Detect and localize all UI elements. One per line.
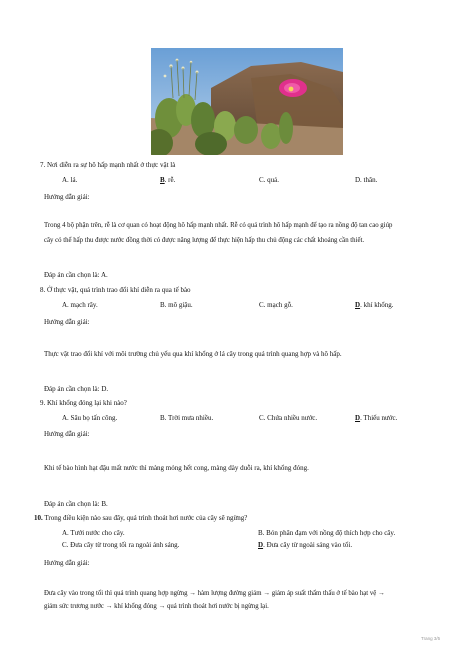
q7-option-b-letter: B — [160, 176, 165, 184]
q8-option-d-letter: D — [355, 301, 361, 309]
q7-option-b — [160, 176, 175, 184]
q10-option-c: C. Đưa cây từ trong tối ra ngoài ánh sáng. — [62, 541, 180, 549]
q9-answer: Đáp án cần chọn là: B. — [44, 500, 108, 508]
q10-option-a: A. Tưới nước cho cây. — [62, 529, 125, 537]
q7-guide-line1: Trong 4 bộ phận trên, rễ là cơ quan có hoạt động hô hấp mạnh nhất. Rễ có quá trình hô hấp mạnh để tạo ra nồng độ tan cao giúp — [44, 222, 393, 229]
q10-guide-line2: giảm sức trương nước → khí khổng đóng → quá trình thoát hơi nước bị ngừng lại. — [44, 603, 269, 610]
q9-option-d-letter: D — [355, 414, 361, 422]
q8-guide-title: Hướng dẫn giải: — [44, 318, 90, 326]
q7-option-c: C. quả. — [259, 176, 280, 184]
q7-option-b-text: . rễ. — [164, 176, 176, 184]
q7-option-a: A. lá. — [62, 176, 78, 184]
q9-guide-line1: Khi tế bào hình hạt đậu mất nước thì màng mỏng hết cong, màng dày duỗi ra, khí khổng đóng. — [44, 464, 309, 472]
page-footer: Trang 3/5 — [421, 636, 441, 641]
q7-question: 7. Nơi diễn ra sự hô hấp mạnh nhất ở thực vật là — [40, 161, 176, 169]
q10-option-b: B. Bón phân đạm với nồng độ thích hợp cho cây. — [258, 529, 396, 537]
q9-question: 9. Khí khổng đóng lại khi nào? — [40, 399, 127, 407]
q8-option-a: A. mạch rây. — [62, 301, 98, 309]
q10-option-d-text: . Đưa cây từ ngoài sáng vào tối. — [263, 541, 353, 549]
q9-guide-title: Hướng dẫn giải: — [44, 430, 90, 438]
q8-guide-line1: Thực vật trao đổi khí với môi trường chủ yếu qua khí khổng ở lá cây trong quá trình quang hợp và hô hấp. — [44, 350, 342, 358]
q10-question — [34, 514, 247, 522]
q7-guide-title: Hướng dẫn giải: — [44, 193, 90, 201]
q8-option-d-text: . khí khổng. — [360, 301, 394, 309]
q8-question: 8. Ở thực vật, quá trình trao đổi khí diễn ra qua tế bào — [40, 286, 191, 294]
q7-answer: Đáp án cần chọn là: A. — [44, 271, 108, 279]
q7-guide-line2: cây có thể hấp thu được nước đồng thời có được năng lượng để thực hiện hấp thu chủ động các chất khoáng cần thiết. — [44, 237, 365, 244]
q8-option-c: C. mạch gỗ. — [259, 301, 293, 309]
q9-option-d-text: . Thiếu nước. — [360, 414, 398, 422]
q9-option-d — [355, 414, 397, 422]
q8-option-d — [355, 301, 394, 309]
cactus-flower-photo — [151, 48, 343, 155]
q9-option-a: A. Sâu bọ tấn công. — [62, 414, 118, 422]
q10-guide-line1: Đưa cây vào trong tối thì quá trình quang hợp ngừng → hàm lượng đường giảm → giảm áp suất thẩm thấu ở tế bào hạt vệ → — [44, 590, 385, 597]
q10-guide-title: Hướng dẫn giải: — [44, 559, 90, 567]
q10-question-text: Trong điều kiện nào sau đây, quá trình thoát hơi nước của cây sẽ ngừng? — [42, 514, 248, 522]
q10-option-d-letter: D — [258, 541, 264, 549]
q8-option-b: B. mô giậu. — [160, 301, 193, 309]
q10-option-d — [258, 541, 352, 549]
q8-answer: Đáp án cần chọn là: D. — [44, 385, 109, 393]
q9-option-b: B. Trời mưa nhiều. — [160, 414, 214, 422]
q10-number: 10. — [34, 514, 43, 522]
q9-option-c: C. Chứa nhiều nước. — [259, 414, 318, 422]
q7-option-d: D. thân. — [355, 176, 378, 184]
